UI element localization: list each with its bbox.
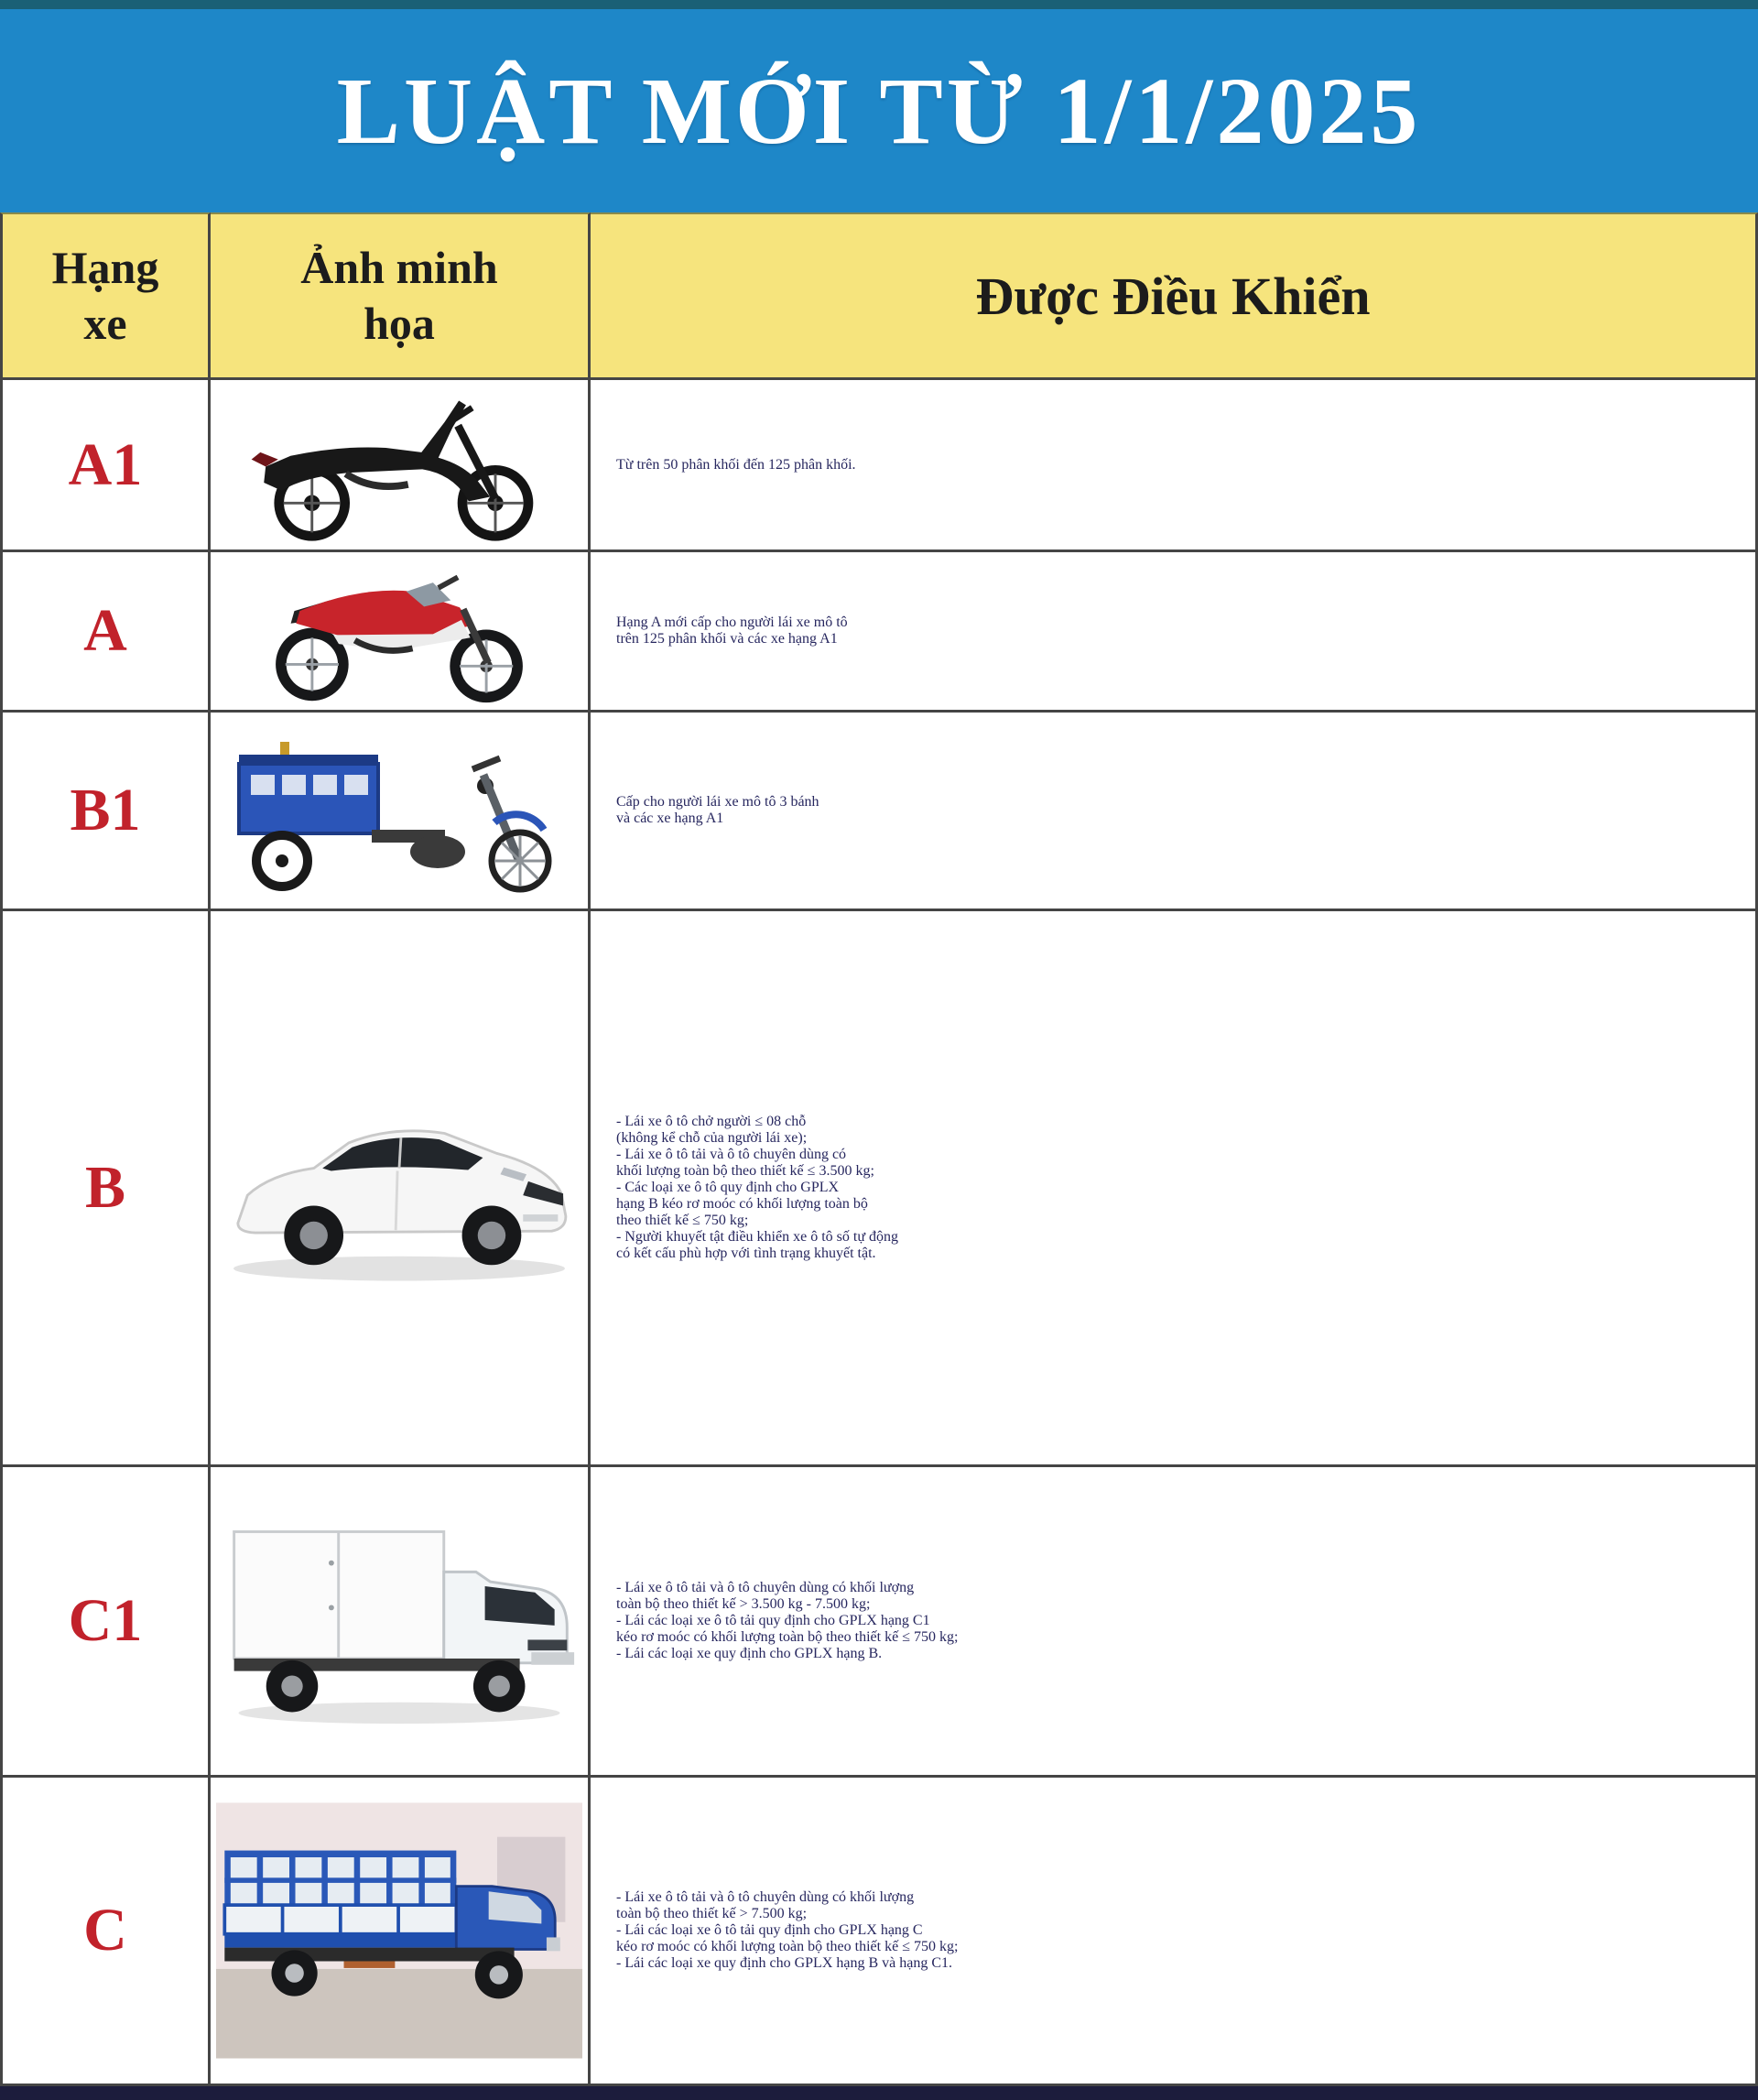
poster-title-bar (0, 0, 1758, 212)
class-code-b1: B1 (70, 777, 141, 843)
table-row-a1 (0, 380, 211, 552)
blue-cargo-three-wheeler-image (225, 722, 573, 900)
row-b-description: - Lái xe ô tô chở người ≤ 08 chỗ (không kể chỗ của người lái xe); - Lái xe ô tô tải và ô tô chuyên dùng có khối lượng toàn bộ theo thiết kế ≤ 3.500 kg; - Các loại xe ô tô quy định cho GPLX hạng B kéo rơ moóc có khối lượng toàn bộ theo thiết kế ≤ 750 kg; - Người khuyết tật điều khiển xe ô tô số tự động có kết cấu phù hợp với tình trạng khuyết tật. (591, 911, 1758, 1467)
class-code-a: A (83, 597, 127, 664)
header-allowed-column (591, 212, 1758, 380)
blue-stake-truck-image (216, 1798, 582, 2063)
row-a-image-cell (211, 552, 591, 713)
table-row-c (0, 1778, 211, 2086)
bottom-dark-bar (0, 2086, 1758, 2100)
class-code-a1: A1 (68, 430, 143, 498)
license-table (0, 212, 1758, 2086)
table-row-b1 (0, 713, 211, 911)
class-code-c: C (83, 1897, 127, 1964)
row-a1-image-cell (211, 380, 591, 552)
row-c-image-cell (211, 1778, 591, 2086)
white-sedan-image (216, 1076, 582, 1300)
header-image-column: Ảnh minh họa (211, 212, 591, 380)
table-row-a (0, 552, 211, 713)
row-b-image-cell (211, 911, 591, 1467)
table-row-b (0, 911, 211, 1467)
row-b1-description: Cấp cho người lái xe mô tô 3 bánh và các xe hạng A1 (591, 713, 1758, 911)
header-allowed-label: Được Điều Khiển (975, 266, 1371, 326)
class-code-c1: C1 (68, 1587, 143, 1654)
white-box-truck-image (221, 1507, 578, 1735)
row-c1-image-cell (211, 1467, 591, 1778)
row-a1-description: Từ trên 50 phân khối đến 125 phân khối. (591, 380, 1758, 552)
row-a-description: Hạng A mới cấp cho người lái xe mô tô trên 125 phân khối và các xe hạng A1 (591, 552, 1758, 713)
black-underbone-motorcycle-image (234, 385, 564, 545)
table-row-c1 (0, 1467, 211, 1778)
poster-title: LUẬT MỚI TỪ 1/1/2025 (336, 58, 1422, 164)
class-code-b: B (84, 1154, 126, 1221)
row-c-description: - Lái xe ô tô tải và ô tô chuyên dùng có khối lượng toàn bộ theo thiết kế > 7.500 kg; - Lái các loại xe ô tô tải quy định cho GPLX hạng C kéo rơ moóc có khối lượng toàn bộ theo thiết kế ≤ 750 kg; - Lái các loại xe quy định cho GPLX hạng B và hạng C1. (591, 1778, 1758, 2086)
header-class-column: Hạng xe (0, 212, 211, 380)
red-sport-motorcycle-image (244, 556, 555, 707)
row-c1-description: - Lái xe ô tô tải và ô tô chuyên dùng có khối lượng toàn bộ theo thiết kế > 3.500 kg - 7.500 kg; - Lái các loại xe ô tô tải quy định cho GPLX hạng C1 kéo rơ moóc có khối lượng toàn bộ theo thiết kế ≤ 750 kg; - Lái các loại xe quy định cho GPLX hạng B. (591, 1467, 1758, 1778)
row-b1-image-cell (211, 713, 591, 911)
